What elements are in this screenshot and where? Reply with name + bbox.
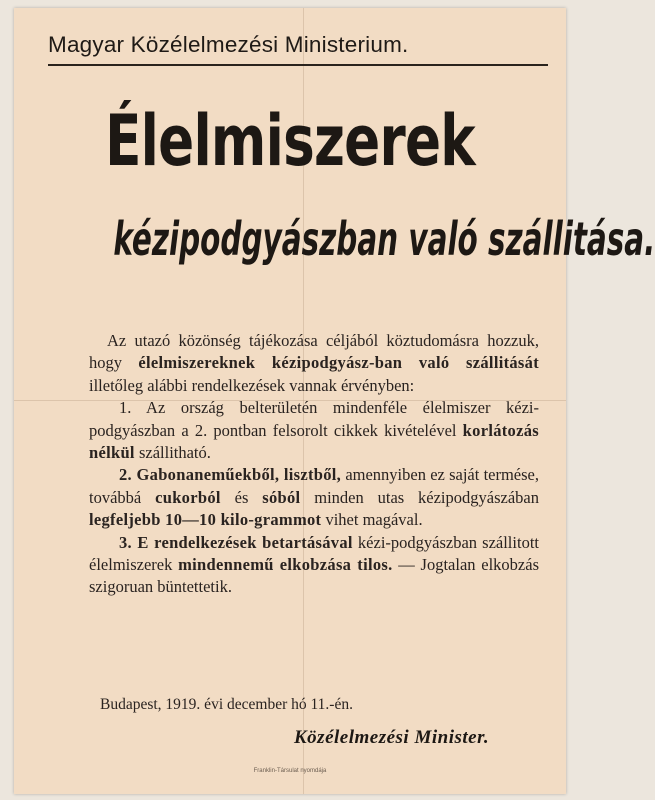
body-text-run: szállitható. (134, 443, 211, 463)
body-text-run: amennyiben ez saját termése, továbbá (89, 465, 539, 507)
announcement-body (89, 330, 539, 599)
poster-title: Élelmiszerek (105, 100, 475, 182)
header-rule (48, 64, 548, 66)
emphasized-text: korlátozás nélkül (89, 420, 539, 463)
body-text-run: Az utazó közönség tájékozása céljából köztudomásra hozzuk, hogy (89, 331, 539, 373)
intro-paragraph (89, 330, 539, 397)
rule-item-2 (89, 464, 539, 531)
emphasized-text: mindennemű elkobzása tilos. (178, 555, 393, 575)
body-text-run: minden utas kézipodgyászában (300, 487, 539, 507)
body-text-run: kézi-podgyászban szállitott élelmiszerek (89, 532, 539, 575)
body-text-run: 1. Az ország belterületén mindenféle élelmiszer kézi-podgyászban a 2. pontban felsorolt cikkek kivételével (89, 398, 539, 440)
rule-item-1 (89, 397, 539, 464)
body-text-run: illetőleg alábbi rendelkezések vannak érvényben: (89, 375, 415, 395)
emphasized-text: 2. Gabonaneműekből, lisztből, (119, 465, 342, 485)
date-line: Budapest, 1919. évi december hó 11.-én. (100, 696, 353, 713)
printer-note: Franklin-Társulat nyomdája (253, 768, 327, 774)
emphasized-text: sóból (262, 487, 301, 507)
poster-subtitle: kézipodgyászban való szállitása. (113, 212, 655, 266)
emphasized-text: cukorból (155, 487, 221, 507)
rule-item-3 (89, 532, 539, 599)
poster-sheet (14, 8, 655, 794)
body-text-run: vihet magával. (321, 510, 423, 530)
body-text-run: — Jogtalan elkobzás szigoruan büntettetik. (89, 555, 540, 597)
emphasized-text: 3. E rendelkezések betartásával (119, 532, 353, 552)
emphasized-text: legfeljebb 10—10 kilo-grammot (89, 510, 322, 530)
emphasized-text: élelmiszereknek kézipodgyász-ban való szállitását (138, 353, 539, 373)
signature: Közélelmezési Minister. (294, 727, 490, 748)
body-text-run: és (220, 487, 263, 507)
ministry-header: Magyar Közélelmezési Ministerium. (48, 32, 409, 57)
